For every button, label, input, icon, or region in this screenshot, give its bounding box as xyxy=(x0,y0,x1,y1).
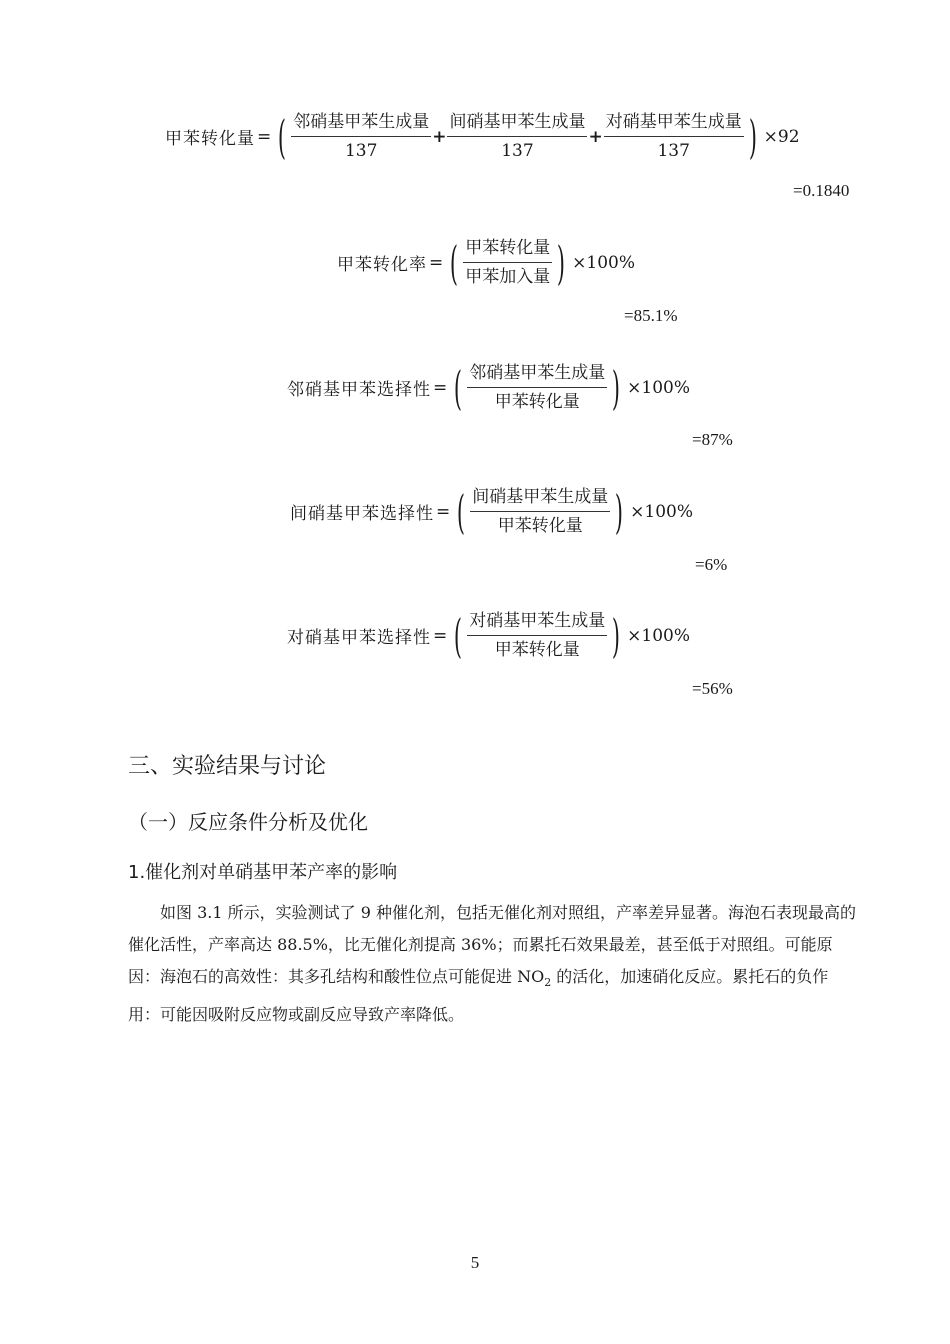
equation-lhs: 对硝基甲苯选择性 xyxy=(287,628,431,648)
fraction xyxy=(463,238,552,287)
fraction-numerator: 间硝基甲苯生成量 xyxy=(470,487,610,512)
fraction-numerator: 邻硝基甲苯生成量 xyxy=(467,363,607,388)
right-paren: ) xyxy=(612,360,621,415)
subsection-heading: （一）反应条件分析及优化 xyxy=(128,810,368,834)
equals-sign: = xyxy=(257,126,272,147)
fraction xyxy=(447,112,587,161)
multiplier: ×100% xyxy=(627,377,691,398)
section-heading: 三、实验结果与讨论 xyxy=(128,754,327,779)
equation-meta-selectivity xyxy=(290,484,694,539)
plus-sign: + xyxy=(588,126,603,147)
fraction-denominator: 甲苯转化量 xyxy=(494,640,580,660)
subsubsection-heading: 1.催化剂对单硝基甲苯产率的影响 xyxy=(128,862,398,883)
equation-lhs: 甲苯转化量 xyxy=(165,129,255,149)
left-paren: ( xyxy=(454,360,463,415)
fraction-denominator: 137 xyxy=(501,141,534,161)
subscript: 2 xyxy=(544,976,552,990)
fraction-numerator: 对硝基甲苯生成量 xyxy=(467,611,607,636)
equals-sign: = xyxy=(433,377,448,398)
fraction-numerator: 甲苯转化量 xyxy=(463,238,552,263)
equation-toluene-conversion-rate xyxy=(337,235,636,290)
right-paren: ) xyxy=(615,484,624,539)
equation-result: =85.1% xyxy=(624,306,678,325)
equation-result: =6% xyxy=(695,555,728,574)
fraction xyxy=(467,363,607,412)
equation-result: =56% xyxy=(692,679,733,698)
left-paren: ( xyxy=(457,484,466,539)
fraction-denominator: 甲苯加入量 xyxy=(465,267,551,287)
equals-sign: = xyxy=(429,252,444,273)
body-paragraph xyxy=(128,897,860,1031)
equation-ortho-selectivity xyxy=(287,360,691,415)
equation-para-selectivity xyxy=(287,608,691,663)
multiplier: ×100% xyxy=(630,501,694,522)
fraction-numerator: 邻硝基甲苯生成量 xyxy=(291,112,431,137)
fraction xyxy=(470,487,610,536)
equation-lhs: 甲苯转化率 xyxy=(337,255,427,275)
right-paren: ) xyxy=(612,608,621,663)
page-number: 5 xyxy=(470,1253,480,1272)
equals-sign: = xyxy=(436,501,451,522)
equation-lhs: 邻硝基甲苯选择性 xyxy=(287,380,431,400)
fraction-numerator: 间硝基甲苯生成量 xyxy=(447,112,587,137)
equation-result: =0.1840 xyxy=(793,181,850,200)
fraction-denominator: 137 xyxy=(344,141,378,161)
right-paren: ) xyxy=(557,235,566,290)
multiplier: ×92 xyxy=(763,126,800,147)
fraction-denominator: 甲苯转化量 xyxy=(494,392,580,412)
fraction-denominator: 甲苯转化量 xyxy=(497,516,583,536)
fraction xyxy=(604,112,744,161)
fraction-denominator: 137 xyxy=(657,141,690,161)
right-paren: ) xyxy=(748,109,757,164)
fraction-numerator: 对硝基甲苯生成量 xyxy=(604,112,744,137)
left-paren: ( xyxy=(450,235,459,290)
left-paren: ( xyxy=(278,109,287,164)
equals-sign: = xyxy=(433,625,448,646)
equation-lhs: 间硝基甲苯选择性 xyxy=(290,504,434,524)
left-paren: ( xyxy=(454,608,463,663)
equation-result: =87% xyxy=(692,430,733,449)
fraction xyxy=(467,611,607,660)
equation-toluene-conversion-amount xyxy=(165,109,800,164)
paragraph-text: 如图 3.1 所示，实验测试了 9 种催化剂，包括无催化剂对照组，产率差异显著。海泡石表现最高的催化活性，产率高达 88.5%，比无催化剂提高 36%；而累托石效果最差，甚至低于对照组。可能原因：海泡石的高效性：其多孔结构和酸性位点可能促进 NO xyxy=(128,903,856,986)
fraction xyxy=(291,112,431,161)
multiplier: ×100% xyxy=(627,625,691,646)
multiplier: ×100% xyxy=(572,252,636,273)
paragraph-text: 的活化，加速硝化反应。累托石的负作用：可能因吸附反应物或副反应导致产率降低。 xyxy=(128,967,829,1025)
plus-sign: + xyxy=(432,126,447,147)
